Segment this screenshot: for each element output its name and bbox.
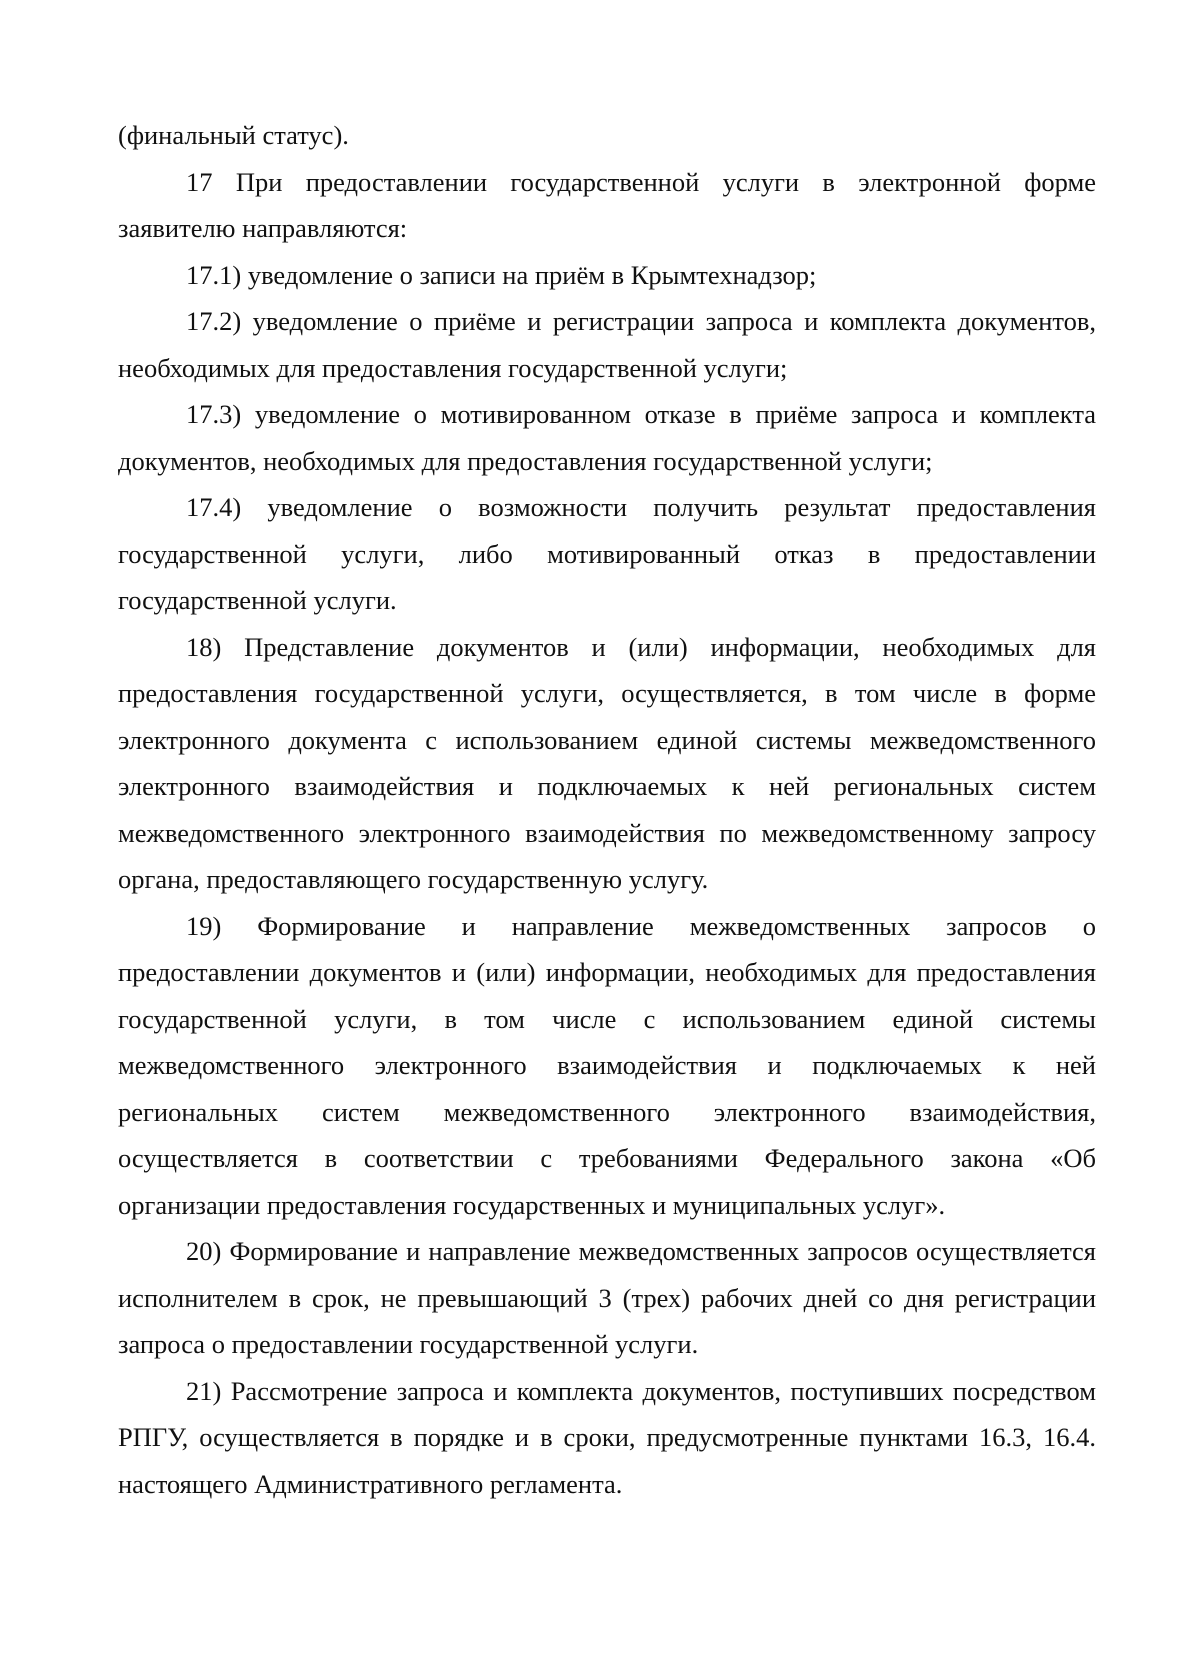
paragraph-18: 18) Представление документов и (или) информации, необходимых для предоставления государственной услуги, осуществляется, в том числе в форме электронного документа с использованием единой системы межведомственного электронного взаимодействия и подключаемых к ней региональных систем межведомственного электронного взаимодействия по межведомственному запросу органа, предоставляющего государственную услугу. — [118, 631, 1096, 894]
paragraph-21: 21) Рассмотрение запроса и комплекта документов, поступивших посредством РПГУ, осуществляется в порядке и в сроки, предусмотренные пунктами 16.3, 16.4. настоящего Административного регламента. — [118, 1375, 1096, 1499]
paragraph-17-2: 17.2) уведомление о приёме и регистрации запроса и комплекта документов, необходимых для предоставления государственной услуги; — [118, 306, 1096, 383]
paragraph-final-status: (финальный статус). — [118, 120, 349, 150]
paragraph-19: 19) Формирование и направление межведомственных запросов о предоставлении документов и (или) информации, необходимых для предоставления государственной услуги, в том числе с использованием единой системы межведомственного электронного взаимодействия и подключаемых к ней региональных систем межведомственного электронного взаимодействия, осуществляется в соответствии с требованиями Федерального закона «Об организации предоставления государственных и муниципальных услуг». — [118, 910, 1096, 1220]
paragraph-17-4: 17.4) уведомление о возможности получить результат предоставления государственной услуги, либо мотивированный отказ в предоставлении государственной услуги. — [118, 492, 1096, 615]
paragraph-17-1: 17.1) уведомление о записи на приём в Крымтехнадзор; — [186, 259, 817, 290]
paragraph-20: 20) Формирование и направление межведомственных запросов осуществляется исполнителем в срок, не превышающий 3 (трех) рабочих дней со дня регистрации запроса о предоставлении государственной услуги. — [118, 1236, 1096, 1359]
document-page — [118, 112, 1096, 1507]
paragraph-17-3: 17.3) уведомление о мотивированном отказе в приёме запроса и комплекта документов, необходимых для предоставления государственной услуги; — [118, 399, 1096, 476]
paragraph-17: 17 При предоставлении государственной услуги в электронной форме заявителю направляются: — [118, 166, 1096, 243]
